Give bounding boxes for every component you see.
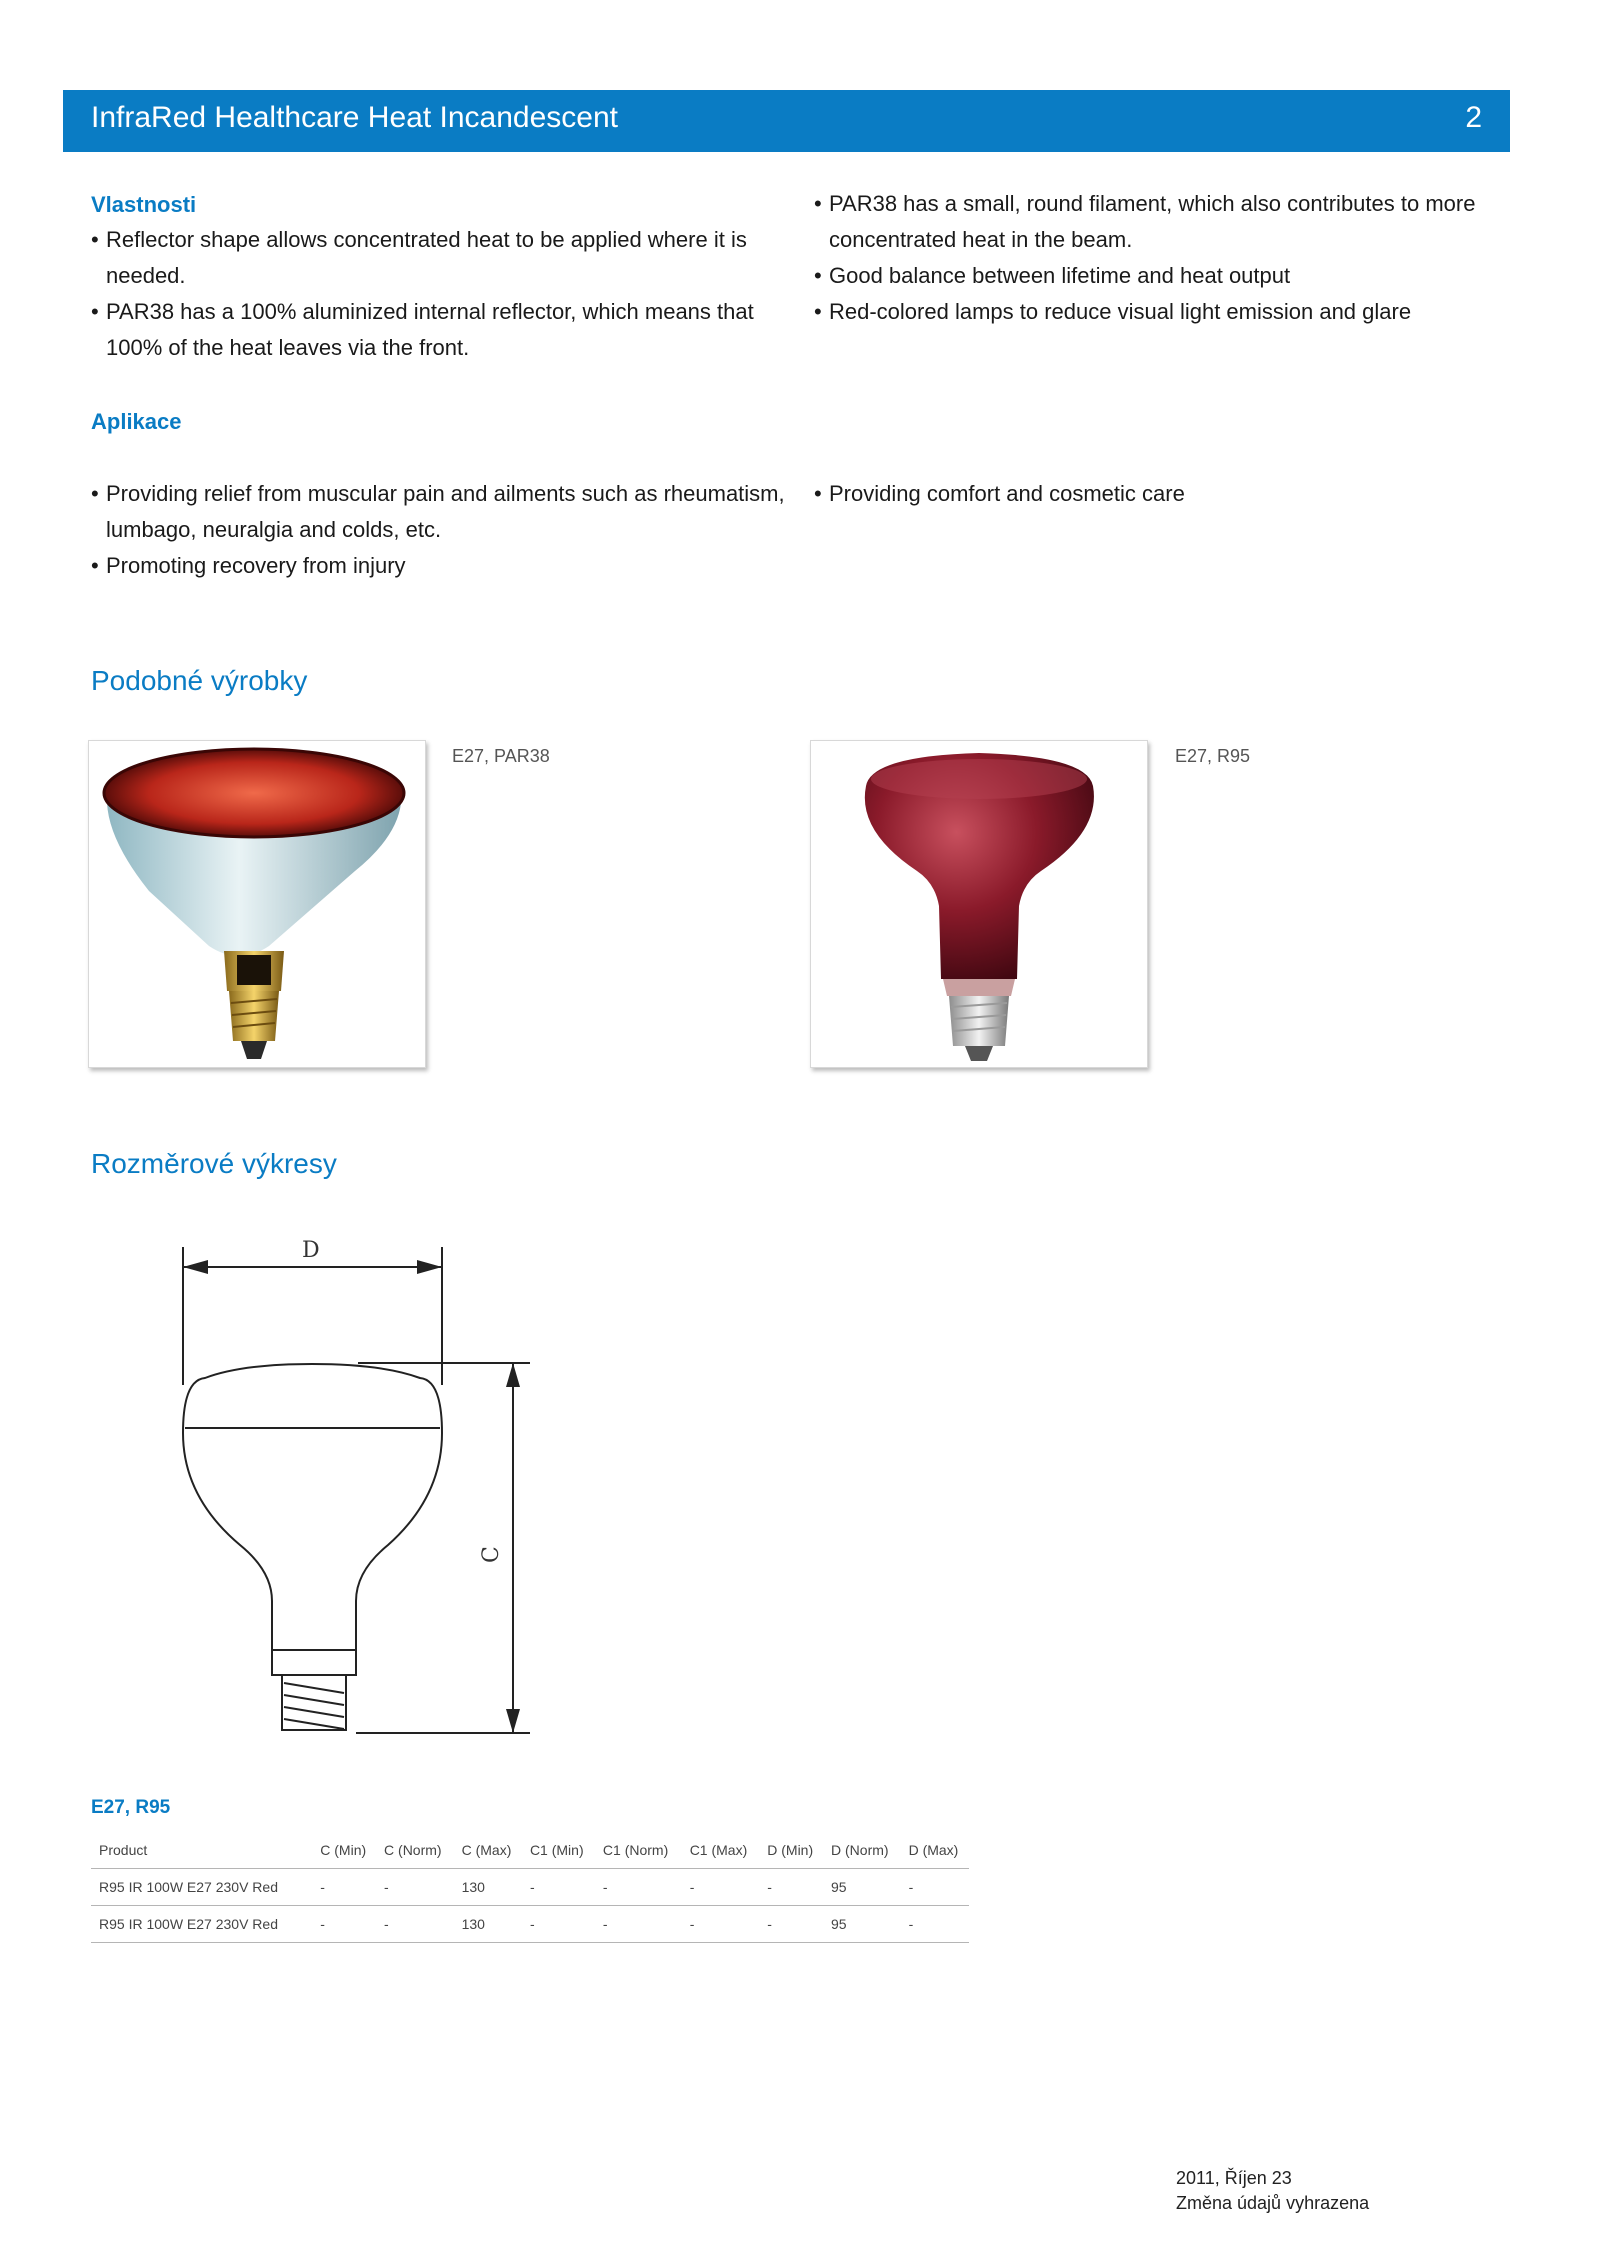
table-row [91, 1869, 969, 1906]
spec-table-title: E27, R95 [91, 1797, 171, 1818]
page-title: InfraRed Healthcare Heat Incandescent [91, 101, 618, 134]
page-number: 2 [1465, 101, 1482, 134]
footer-notice: Změna údajů vyhrazena [1176, 2193, 1370, 2213]
applications-heading: Aplikace [91, 409, 182, 434]
spec-table [91, 1832, 969, 1943]
table-cell: - [522, 1906, 595, 1943]
table-cell: - [376, 1906, 454, 1943]
table-cell: 130 [454, 1869, 522, 1906]
column-header: C1 (Norm) [595, 1832, 682, 1869]
column-header: D (Min) [759, 1832, 823, 1869]
table-cell: R95 IR 100W E27 230V Red [91, 1906, 312, 1943]
column-header: D (Norm) [823, 1832, 901, 1869]
par38-lamp-image [89, 741, 425, 1067]
list-item: • Good balance between lifetime and heat output [814, 258, 1504, 294]
lamp-dimension-drawing [160, 1225, 540, 1745]
header-bar [63, 90, 1510, 152]
table-cell: - [522, 1869, 595, 1906]
r95-lamp-image [811, 741, 1147, 1067]
table-cell: - [595, 1869, 682, 1906]
table-cell: - [312, 1906, 376, 1943]
column-header: C (Max) [454, 1832, 522, 1869]
applications-list-left [91, 476, 801, 584]
table-cell: 95 [823, 1906, 901, 1943]
properties-list-left [91, 222, 791, 366]
properties-list-right [814, 186, 1504, 330]
dimensional-drawings-heading: Rozměrové výkresy [91, 1148, 337, 1179]
dimension-label-c: C [479, 1546, 504, 1563]
product-caption-par38: E27, PAR38 [452, 746, 550, 766]
table-cell: - [312, 1869, 376, 1906]
table-cell: R95 IR 100W E27 230V Red [91, 1869, 312, 1906]
list-item: • Providing comfort and cosmetic care [814, 476, 1504, 512]
column-header: D (Max) [901, 1832, 969, 1869]
table-cell: - [682, 1869, 760, 1906]
table-row [91, 1906, 969, 1943]
table-cell: - [901, 1906, 969, 1943]
dimension-label-d: D [302, 1238, 320, 1263]
table-cell: - [376, 1869, 454, 1906]
column-header: C (Min) [312, 1832, 376, 1869]
product-image-par38 [88, 740, 426, 1068]
list-item: • Providing relief from muscular pain and ailments such as rheumatism, lumbago, neuralgia and colds, etc. [91, 476, 801, 548]
column-header: Product [91, 1832, 312, 1869]
table-cell: 95 [823, 1869, 901, 1906]
product-image-r95 [810, 740, 1148, 1068]
column-header: C1 (Max) [682, 1832, 760, 1869]
table-cell: - [759, 1906, 823, 1943]
column-header: C1 (Min) [522, 1832, 595, 1869]
column-header: C (Norm) [376, 1832, 454, 1869]
properties-heading: Vlastnosti [91, 192, 197, 217]
table-cell: - [595, 1906, 682, 1943]
similar-products-heading: Podobné výrobky [91, 665, 308, 696]
table-cell: - [901, 1869, 969, 1906]
product-caption-r95: E27, R95 [1175, 746, 1251, 766]
list-item: • PAR38 has a 100% aluminized internal reflector, which means that 100% of the heat leaves via the front. [91, 294, 791, 366]
table-cell: - [759, 1869, 823, 1906]
list-item: • Promoting recovery from injury [91, 548, 801, 584]
footer-date: 2011, Říjen 23 [1176, 2168, 1292, 2188]
applications-list-right [814, 476, 1504, 512]
footer [1176, 2166, 1369, 2216]
table-header-row [91, 1832, 969, 1869]
list-item: • PAR38 has a small, round filament, which also contributes to more concentrated heat in the beam. [814, 186, 1504, 258]
list-item: • Red-colored lamps to reduce visual light emission and glare [814, 294, 1504, 330]
list-item: • Reflector shape allows concentrated heat to be applied where it is needed. [91, 222, 791, 294]
table-cell: 130 [454, 1906, 522, 1943]
table-cell: - [682, 1906, 760, 1943]
